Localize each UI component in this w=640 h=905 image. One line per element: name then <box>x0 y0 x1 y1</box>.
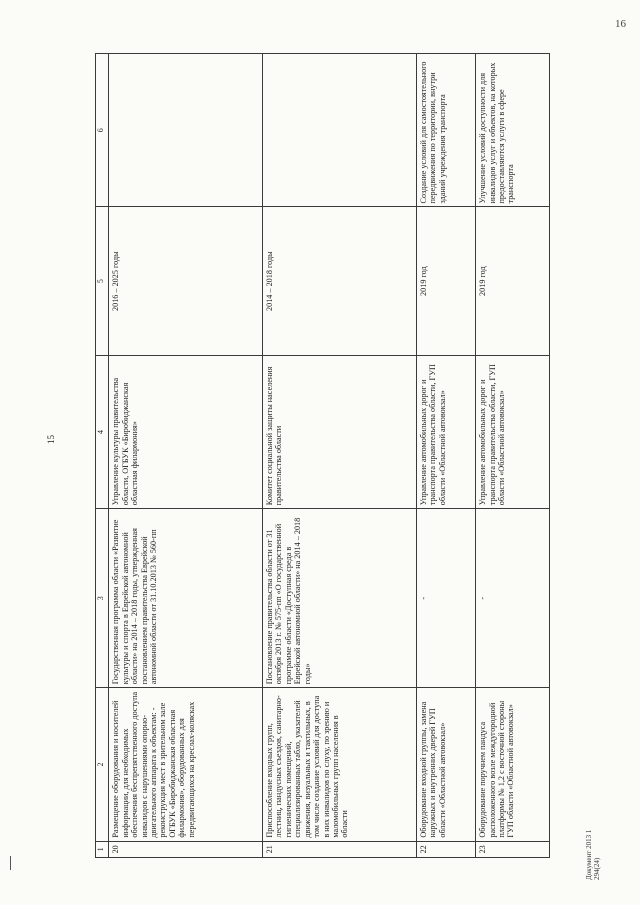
executor-cell: Управление автомобильных дорог и транспорта правительства области, ГУП области «Областной автовокзал» <box>416 355 475 508</box>
corner-mark: 16 <box>615 18 626 30</box>
column-number: 3 <box>96 509 109 688</box>
document-footer: Документ 2013 1 294(24) <box>585 829 601 880</box>
table-row <box>476 54 550 858</box>
table-row <box>109 54 263 858</box>
page-number: 15 <box>46 435 56 444</box>
measure-cell: Оборудование поручнем пандуса расположенного возле междугородной платформы № 1,2 с восточной стороны ГУП области «Областной автовокзал» <box>476 688 550 841</box>
column-number: 6 <box>96 54 109 207</box>
column-number: 4 <box>96 355 109 508</box>
period-cell: 2019 год <box>416 207 475 355</box>
basis-cell: Постановление правительства области от 31 октября 2013 г. № 575-пп «О государственной программе области «Доступная среда в Еврейской автономной области» на 2014 – 2018 годы» <box>263 509 417 688</box>
table-row <box>263 54 417 858</box>
table-row <box>416 54 475 858</box>
period-cell: 2019 год <box>476 207 550 355</box>
left-margin-mark <box>10 856 15 870</box>
executor-cell: Управление автомобильных дорог и транспорта правительства области, ГУП области «Областной автовокзал» <box>476 355 550 508</box>
measure-cell: Оборудование входной группы, замена наружных и внутренних дверей ГУП области «Областной автовокзал» <box>416 688 475 841</box>
column-number-row <box>96 54 109 858</box>
measure-cell: Приспособление входных групп, лестниц, пандусных съездов, санитарно-гигиенических помещений, специализированных табло, указателей движения, визуальных и тактильных, в том числе создание условий для доступа в них инвалидов по слуху, по зрению и маломобильных групп населения в области <box>263 688 417 841</box>
period-cell: 2014 – 2018 годы <box>263 207 417 355</box>
row-number: 22 <box>416 841 475 857</box>
result-cell <box>109 54 263 207</box>
column-number: 1 <box>96 841 109 857</box>
row-number: 23 <box>476 841 550 857</box>
basis-cell: - <box>476 509 550 688</box>
result-cell: Создание условий для самостоятельного передвижения по территории, внутри зданий учреждения транспорта <box>416 54 475 207</box>
basis-cell: - <box>416 509 475 688</box>
measure-cell: Размещение оборудования и носителей информации, для необходимых обеспечения беспрепятственного доступа инвалидов с нарушениями опорно-двигательного аппарата к объектам: - реконструкция мест в зрительном зале ОГБУК «Биробиджанская областная филармония», оборудованных для передвигающихся на креслах-колясках <box>109 688 263 841</box>
basis-cell: Государственная программа области «Развитие культуры и спорта в Еврейской автономной области» на 2014 – 2018 годы, утвержденная постановлением правительства Еврейской автономной области от 31.10.2013 № 560-пп <box>109 509 263 688</box>
column-number: 5 <box>96 207 109 355</box>
row-number: 20 <box>109 841 263 857</box>
executor-cell: Управление культуры правительства области, ОГБУК «Биробиджанская областная филармония» <box>109 355 263 508</box>
executor-cell: Комитет социальной защиты населения правительства области <box>263 355 417 508</box>
row-number: 21 <box>263 841 417 857</box>
period-cell: 2016 – 2025 годы <box>109 207 263 355</box>
result-cell: Улучшение условий доступности для инвалидов услуг и объектов, на которых предоставляются услуги в сфере транспорта <box>476 54 550 207</box>
column-number: 2 <box>96 688 109 841</box>
result-cell <box>263 54 417 207</box>
measures-table <box>95 53 550 858</box>
